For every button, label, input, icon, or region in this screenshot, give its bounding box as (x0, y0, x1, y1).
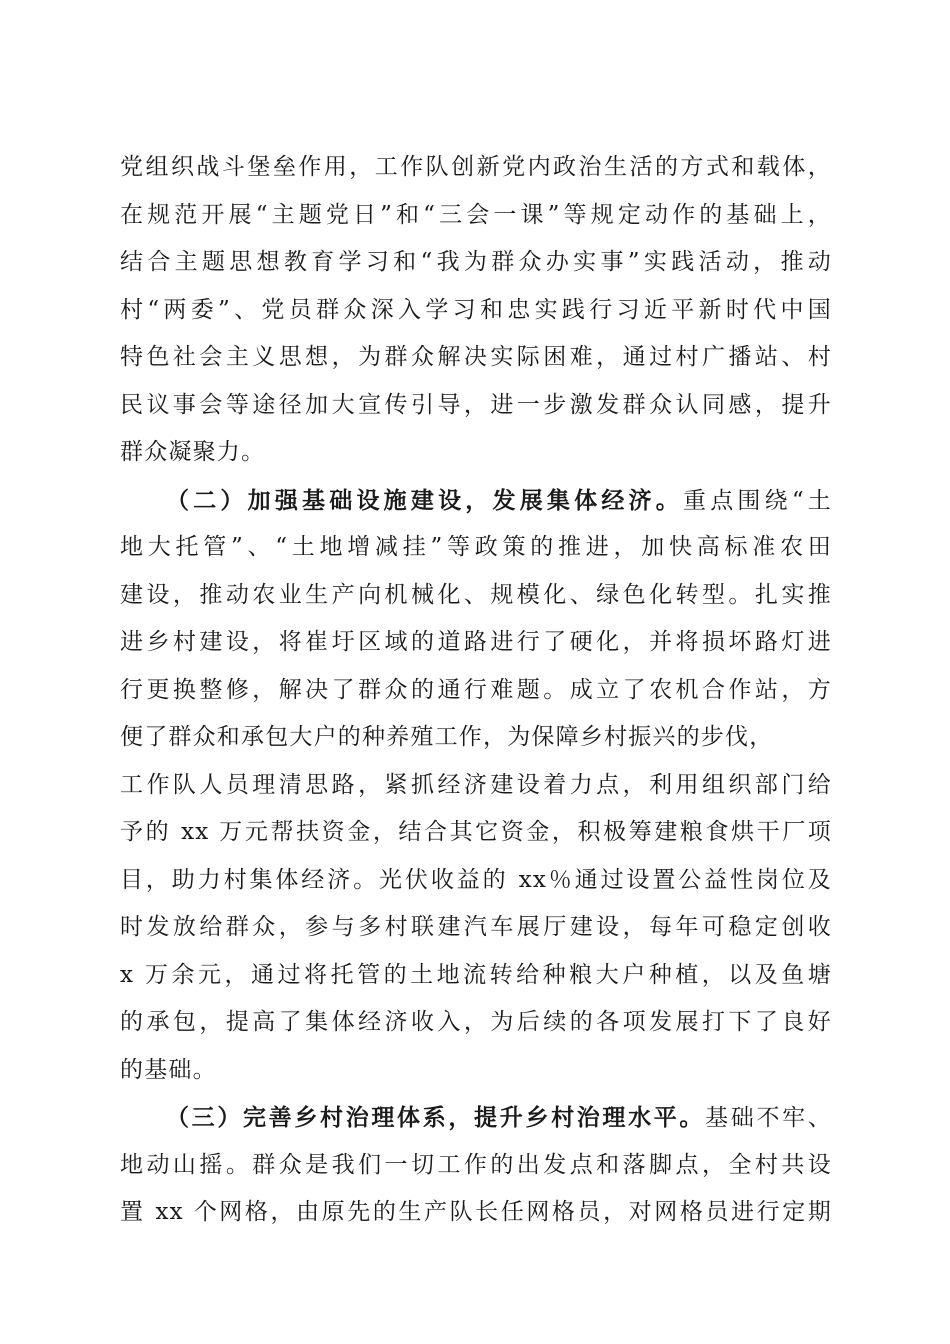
paragraph-line: 便了群众和承包大户的种养殖工作，为保障乡村振兴的步伐， (120, 724, 774, 750)
paragraph-line: 党组织战斗堡垒作用，工作队创新党内政治生活的方式和载体， (120, 154, 832, 180)
paragraph-line: 目，助力村集体经济。光伏收益的 xx％通过设置公益性岗位及 (120, 866, 832, 893)
paragraph-line: 民议事会等途径加大宣传引导，进一步激发群众认同感，提升 (120, 391, 832, 418)
paragraph-line: 进乡村建设，将崔圩区域的道路进行了硬化，并将损坏路灯进 (120, 629, 832, 655)
paragraph-3 (120, 1094, 832, 1237)
paragraph-line: 予的 xx 万元帮扶资金，结合其它资金，积极筹建粮食烘干厂项 (120, 819, 832, 845)
section-heading: （三）完善乡村治理体系，提升乡村治理水平。 (166, 1104, 706, 1131)
paragraph-line: x 万余元，通过将托管的土地流转给种粮大户种植，以及鱼塘 (120, 961, 832, 988)
section-heading: （二）加强基础设施建设，发展集体经济。 (166, 486, 683, 514)
paragraph-line: 地动山摇。群众是我们一切工作的出发点和落脚点，全村共设 (120, 1151, 832, 1178)
paragraph-line: 的基础。 (120, 1056, 217, 1083)
paragraph-1 (120, 144, 832, 477)
paragraph-first-line (120, 1094, 832, 1142)
paragraph-line: 特色社会主义思想，为群众解决实际困难，通过村广播站、村 (120, 344, 832, 370)
paragraph-line: 的承包，提高了集体经济收入，为后续的各项发展打下了良好 (120, 1009, 832, 1035)
paragraph-2 (120, 477, 832, 1095)
paragraph-line: 时发放给群众，参与多村联建汽车展厅建设，每年可稳定创收 (120, 914, 832, 940)
paragraph-first-line (120, 477, 832, 525)
document-body (120, 144, 832, 1237)
paragraph-line: 村“两委”、党员群众深入学习和忠实践行习近平新时代中国 (120, 296, 832, 323)
paragraph-line: 工作队人员理清思路，紧抓经济建设着力点，利用组织部门给 (120, 771, 832, 798)
heading-line-rest: 重点围绕“土 (682, 487, 832, 514)
paragraph-line: 结合主题思想教育学习和“我为群众办实事”实践活动，推动 (120, 249, 832, 275)
paragraph-line: 群众凝聚力。 (120, 439, 266, 465)
paragraph-line: 行更换整修，解决了群众的通行难题。成立了农机合作站，方 (120, 676, 832, 703)
paragraph-line: 在规范开展“主题党日”和“三会一课”等规定动作的基础上， (120, 201, 832, 228)
heading-line-rest: 基础不牢、 (705, 1105, 832, 1131)
paragraph-line: 建设，推动农业生产向机械化、规模化、绿色化转型。扎实推 (120, 581, 832, 608)
paragraph-line: 地大托管”、“土地增减挂”等政策的推进，加快高标准农田 (120, 534, 832, 560)
paragraph-line: 置 xx 个网格，由原先的生产队长任网格员，对网格员进行定期 (120, 1199, 832, 1225)
